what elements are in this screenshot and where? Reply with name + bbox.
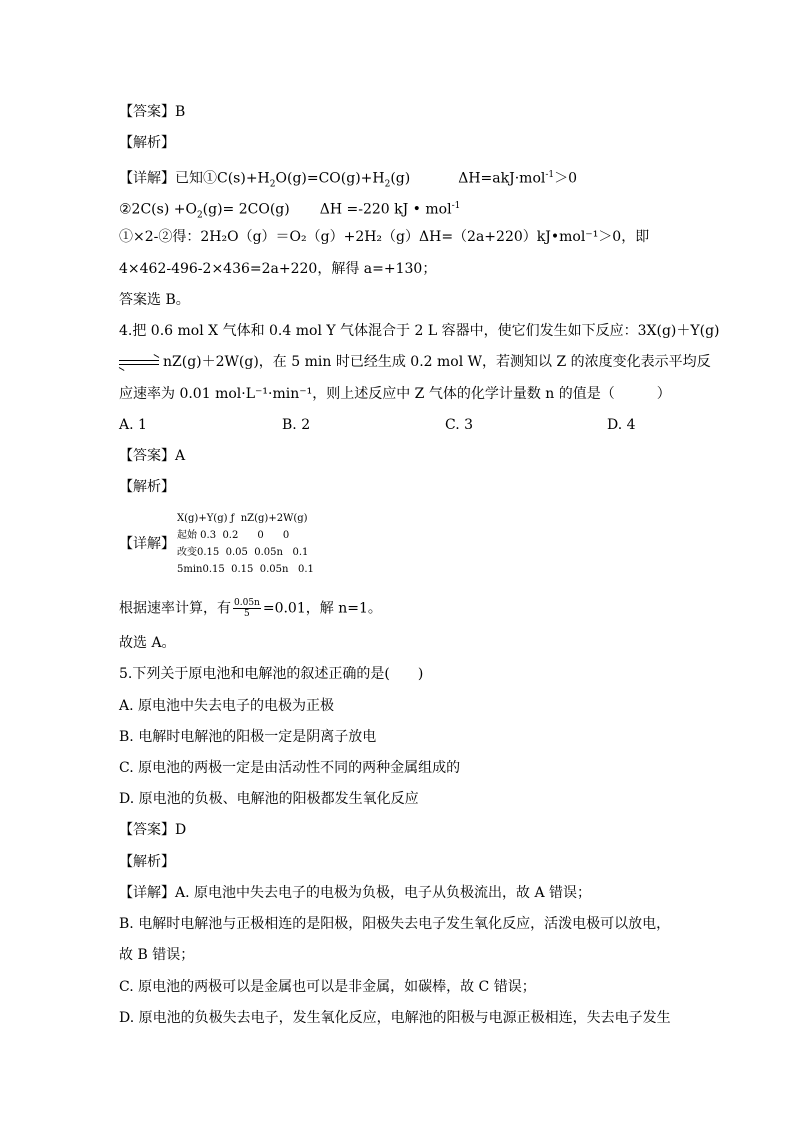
q4-option-a: A. 1 bbox=[119, 417, 147, 433]
q4-calc-row: 起始 0.3 0.2 0 0 bbox=[177, 530, 290, 541]
q4-option-b: B. 2 bbox=[282, 417, 311, 433]
q5-detail-line: 故 B 错误； bbox=[119, 947, 195, 963]
q5-analysis-heading: 【解析】 bbox=[119, 854, 175, 870]
q5-option-d: D. 原电池的负极、电解池的阳极都发生氧化反应 bbox=[119, 791, 419, 807]
q3-conclusion: 答案选 B。 bbox=[119, 292, 190, 308]
q4-calc-row: X(g)+Y(g) ƒ nZ(g)+2W(g) bbox=[177, 513, 308, 524]
q5-stem: 5.下列关于原电池和电解池的叙述正确的是( ) bbox=[119, 666, 424, 682]
q4-stem-line-3: 应速率为 0.01 mol·L⁻¹·min⁻¹，则上述反应中 Z 气体的化学计量数 n 的值是（ ） bbox=[119, 386, 671, 402]
q4-calc-row: 5min0.15 0.15 0.05n 0.1 bbox=[177, 564, 314, 575]
q5-detail-line: 【详解】A. 原电池中失去电子的电极为负极，电子从负极流出，故 A 错误； bbox=[119, 885, 592, 901]
q3-detail-line-4: 4×462-496-2×436=2a+220，解得 a=+130； bbox=[119, 261, 437, 277]
q5-detail-line: C. 原电池的两极可以是金属也可以是非金属，如碳棒，故 C 错误； bbox=[119, 979, 536, 995]
q4-detail-label: 【详解】 bbox=[119, 536, 175, 552]
q5-option-b: B. 电解时电解池的阳极一定是阴离子放电 bbox=[119, 729, 377, 745]
q3-answer: 【答案】B bbox=[119, 104, 186, 120]
q5-detail-line: D. 原电池的负极失去电子，发生氧化反应，电解池的阳极与电源正极相连，失去电子发生 bbox=[119, 1010, 671, 1026]
q3-analysis-heading: 【解析】 bbox=[119, 135, 175, 151]
q4-conclusion: 故选 A。 bbox=[119, 635, 176, 651]
q4-option-d: D. 4 bbox=[607, 417, 636, 433]
q5-answer: 【答案】D bbox=[119, 822, 187, 838]
q5-option-a: A. 原电池中失去电子的电极为正极 bbox=[119, 698, 335, 714]
q3-detail-line-1: 【详解】已知$①C(s)+H_2O(g)=CO(g)+H_2(g)$ ΔH=akJ·mol$^{-1}$＞0 bbox=[119, 170, 578, 190]
q4-analysis-heading: 【解析】 bbox=[119, 479, 175, 495]
q3-detail-line-3: ①×2-②得：2H₂O（g）＝O₂（g）+2H₂（g）ΔH=（2a+220）kJ•mol⁻¹＞0，即 bbox=[119, 229, 650, 245]
equilibrium-arrow-icon bbox=[119, 357, 159, 367]
q3-detail-line-2: ②2C(s) $+O_2(g)= 2CO(g)$ ΔH =-220 kJ • mol$^{-1}$ bbox=[119, 201, 461, 221]
q5-detail-line: B. 电解时电解池与正极相连的是阳极，阳极失去电子发生氧化反应，活泼电极可以放电， bbox=[119, 916, 671, 932]
q5-option-c: C. 原电池的两极一定是由活动性不同的两种金属组成的 bbox=[119, 760, 461, 776]
q4-calc-row: 改变0.15 0.05 0.05n 0.1 bbox=[177, 547, 309, 558]
q4-stem-line-2: nZ(g)＋2W(g)，在 5 min 时已经生成 0.2 mol W，若测知以 Z 的浓度变化表示平均反 bbox=[119, 353, 711, 371]
q4-answer: 【答案】A bbox=[119, 448, 186, 464]
q4-rate-calculation: 根据速率计算，有 $\frac{0.05n}{5}$ =0.01，解 n=1。 bbox=[119, 598, 382, 619]
rate-fraction: $\frac{0.05n}{5}$ bbox=[234, 598, 260, 619]
q4-option-c: C. 3 bbox=[445, 417, 474, 433]
q4-stem-line-1: 4.把 0.6 mol X 气体和 0.4 mol Y 气体混合于 2 L 容器中，使它们发生如下反应：3X(g)＋Y(g) bbox=[119, 323, 720, 339]
